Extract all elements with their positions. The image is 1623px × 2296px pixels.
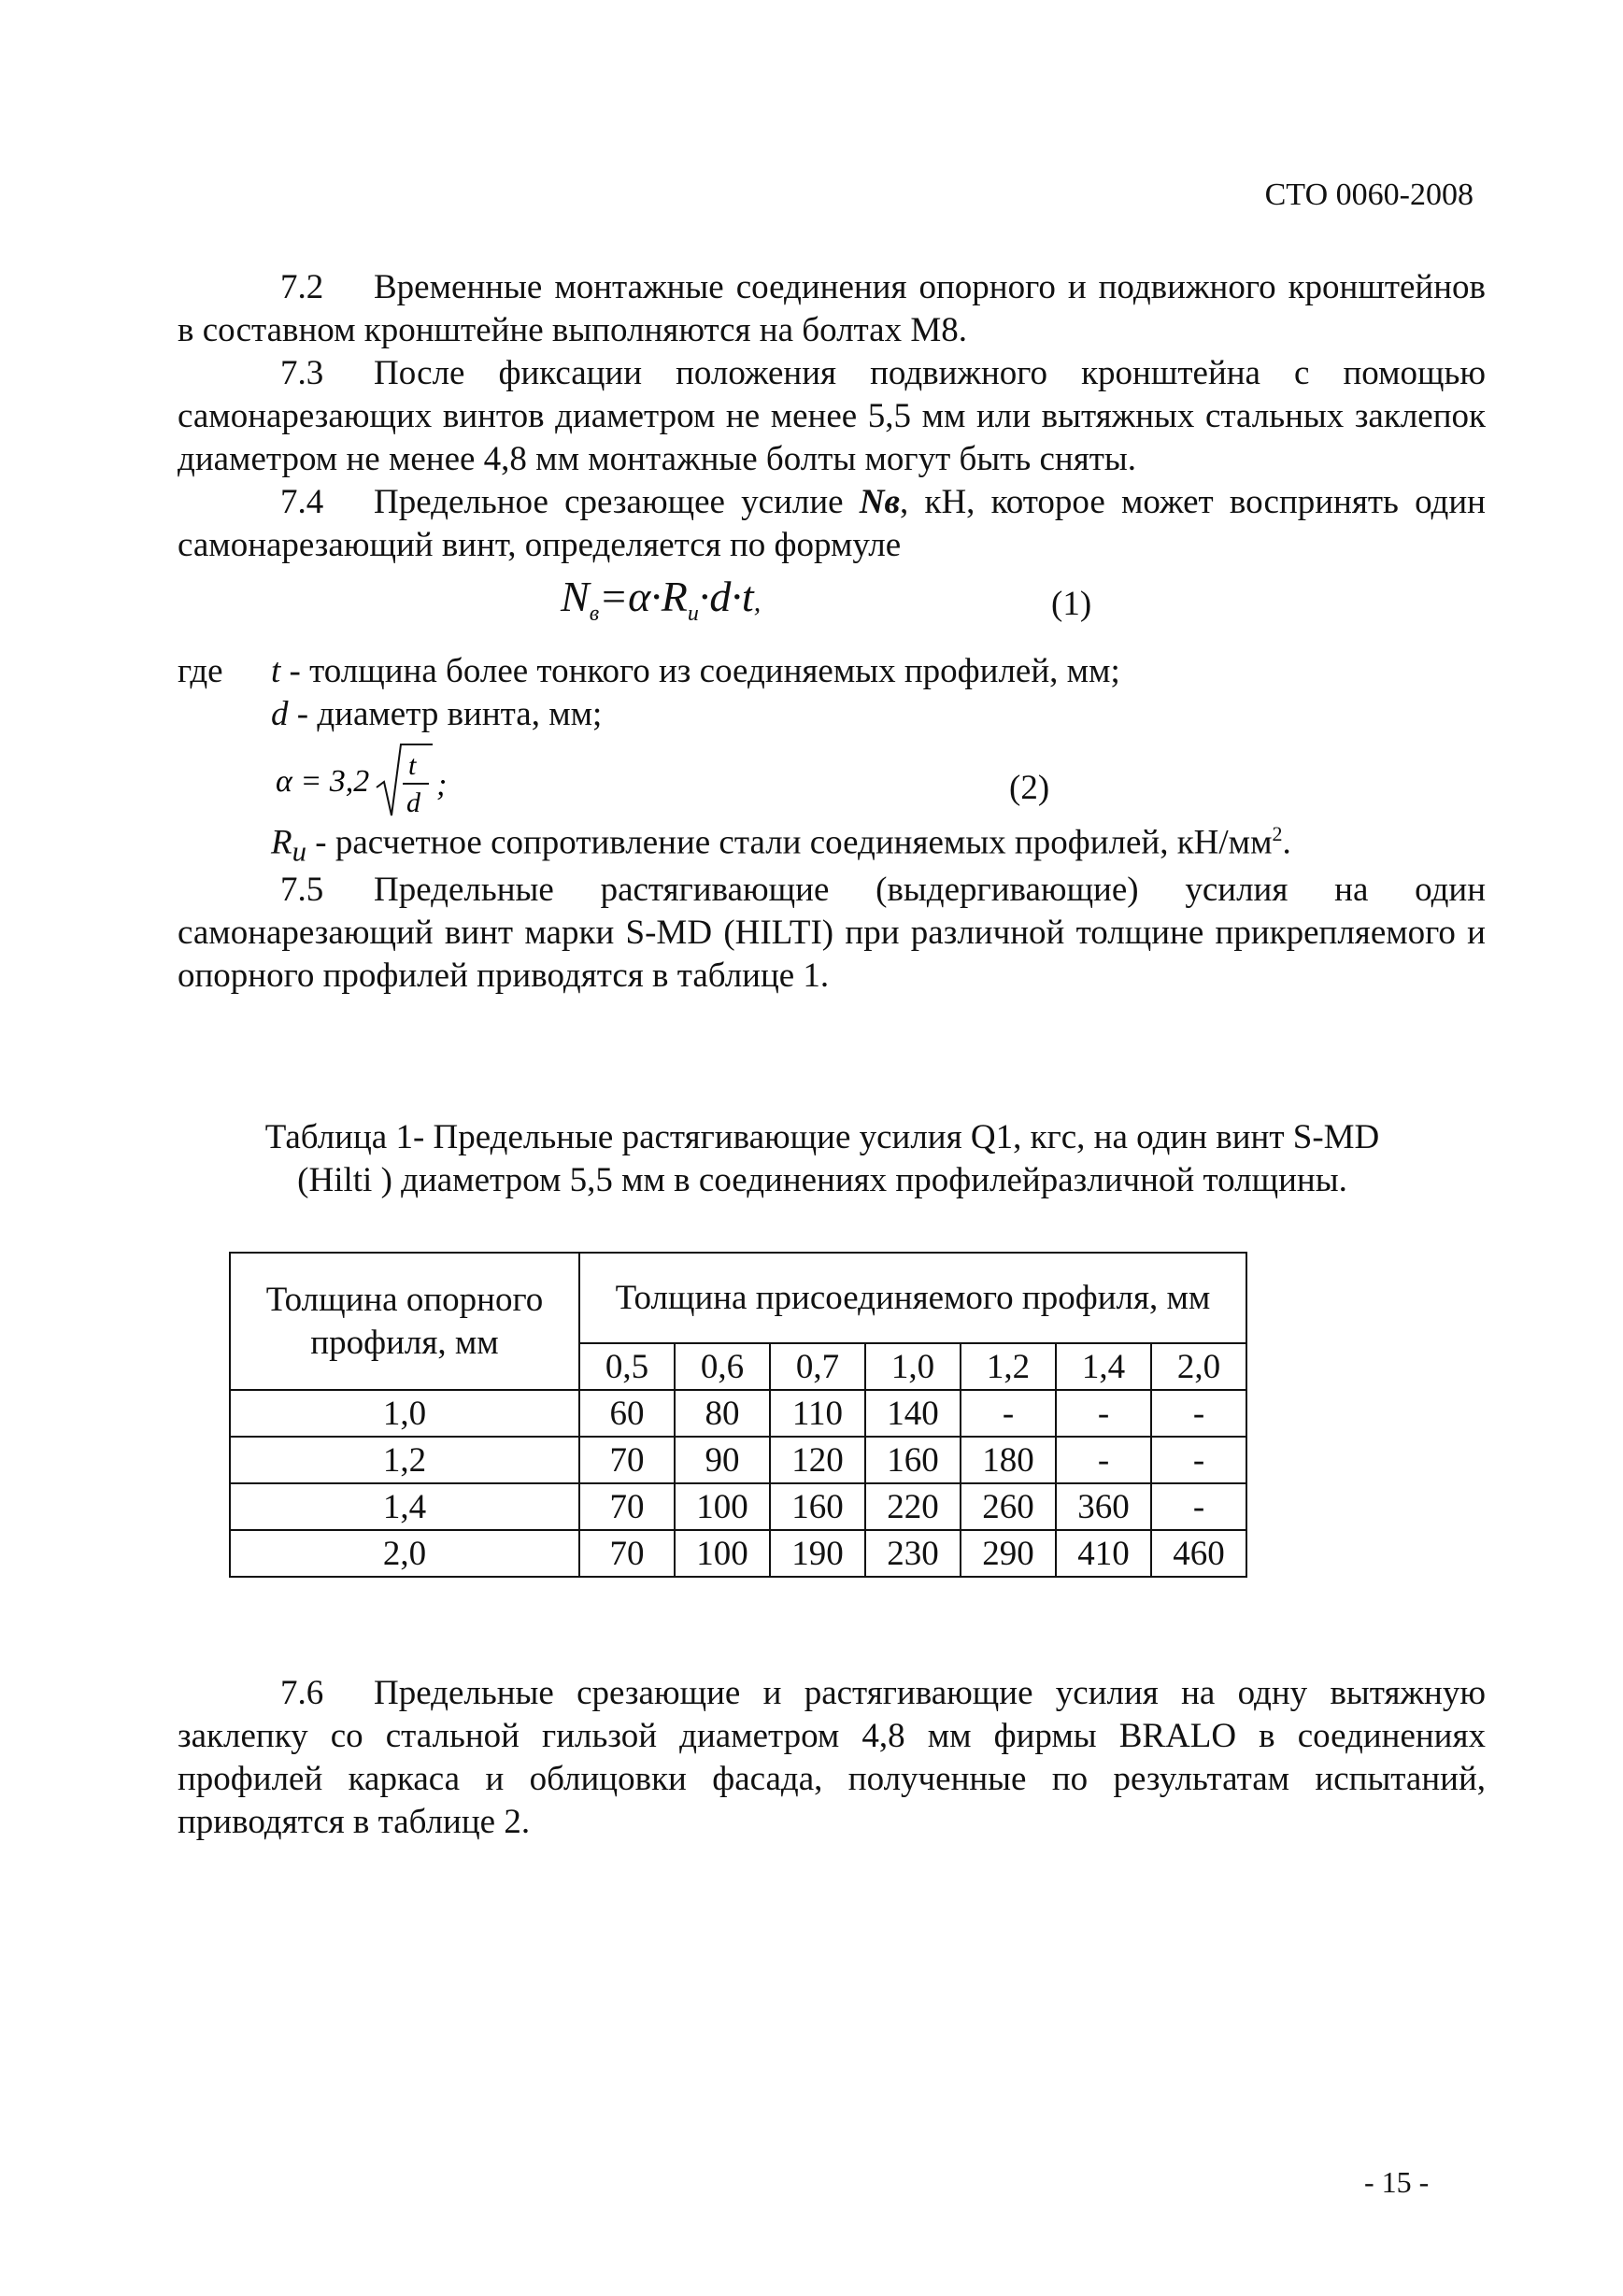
paragraph-text: Предельные срезающие и растягивающие усилия на одну вытяжную заклепку со стальной гильзой диаметром 4,8 мм фирмы BRALO в соединениях профилей каркаса и облицовки фасада, полученные по результатам испытаний, приводятся в таблице 2. <box>178 1674 1486 1841</box>
paragraph-text: Временные монтажные соединения опорного и подвижного кронштейнов в составном кронштейне выполняются на болтах М8. <box>178 268 1486 349</box>
formula-2-end: ; <box>436 768 448 802</box>
table-cell: 120 <box>770 1437 865 1483</box>
paragraph-number: 7.2 <box>280 268 324 306</box>
sqrt-sign <box>377 744 433 815</box>
paragraph-text: Предельные растягивающие (выдергивающие) усилия на один самонарезающий винт марки S-MD (HILTI) при различной толщине прикрепляемого и опорного профилей приводятся в таблице 1. <box>178 871 1486 995</box>
table-header-row <box>230 1253 1246 1343</box>
table-cell: 100 <box>675 1483 770 1530</box>
table-1-caption <box>215 1116 1430 1202</box>
table-cell: 100 <box>675 1530 770 1577</box>
column-value-cell: 1,4 <box>1056 1343 1151 1390</box>
table-cell: 410 <box>1056 1530 1151 1577</box>
symbol-r-sub: u <box>292 835 307 868</box>
table-cell: 190 <box>770 1530 865 1577</box>
table-cell: - <box>1056 1437 1151 1483</box>
symbol-n: Nв <box>859 483 901 521</box>
table-cell: 90 <box>675 1437 770 1483</box>
column-value-cell: 0,6 <box>675 1343 770 1390</box>
paragraph-text: После фиксации положения подвижного кронштейна с помощью самонарезающих винтов диаметром не менее 5,5 мм или вытяжных стальных заклепок диаметром не менее 4,8 мм монтажные болты могут быть сняты. <box>178 354 1486 478</box>
table-cell: 70 <box>579 1483 675 1530</box>
formula-2-lhs: α = 3,2 <box>276 764 370 799</box>
column-header-cell: Толщина присоединяемого профиля, мм <box>579 1253 1246 1343</box>
definition-text: - толщина более тонкого из соединяемых профилей, мм; <box>289 652 1120 690</box>
where-label: где <box>178 652 223 690</box>
paragraph-7-3 <box>178 352 1486 481</box>
row-label-cell: 2,0 <box>230 1530 579 1577</box>
table-cell: - <box>1056 1390 1151 1437</box>
formula-rhs: ·d·t <box>698 573 754 620</box>
row-header-cell: Толщина опорного профиля, мм <box>230 1253 579 1390</box>
table-row <box>230 1530 1246 1577</box>
definition-r <box>178 822 1291 869</box>
table-cell: 290 <box>961 1530 1056 1577</box>
table-cell: 460 <box>1151 1530 1246 1577</box>
formula-lhs: N <box>561 573 590 620</box>
unit-superscript: 2 <box>1272 822 1283 845</box>
caption-line: Таблица 1- Предельные растягивающие усилия Q1, кгс, на один винт S-MD <box>264 1118 1380 1156</box>
table-cell: 80 <box>675 1390 770 1437</box>
document-code: СТО 0060-2008 <box>1264 177 1474 212</box>
formula-2-graphic <box>276 733 500 827</box>
paragraph-number: 7.6 <box>280 1674 324 1712</box>
paragraph-number: 7.3 <box>280 354 324 392</box>
paragraph-7-2 <box>178 266 1486 352</box>
formula-2-denominator: d <box>406 787 420 818</box>
definition-text: - диаметр винта, мм; <box>296 695 603 733</box>
paragraph-7-4 <box>178 481 1486 567</box>
table-cell: 70 <box>579 1530 675 1577</box>
definition-t <box>178 651 1120 691</box>
definition-text: - расчетное сопротивление стали соединяемых профилей, кН/мм <box>315 823 1273 862</box>
paragraph-number: 7.5 <box>280 871 324 909</box>
paragraph-7-6 <box>178 1672 1486 1844</box>
paragraph-7-5 <box>178 869 1486 998</box>
symbol-t: t <box>271 652 281 690</box>
paragraph-number: 7.4 <box>280 483 324 521</box>
table-cell: 360 <box>1056 1483 1151 1530</box>
table-row <box>230 1437 1246 1483</box>
table-cell: 180 <box>961 1437 1056 1483</box>
table-cell: - <box>1151 1390 1246 1437</box>
column-value-cell: 0,5 <box>579 1343 675 1390</box>
formula-2 <box>276 733 500 835</box>
equation-number-2: (2) <box>1009 769 1050 807</box>
table-cell: 260 <box>961 1483 1056 1530</box>
table-cell: 60 <box>579 1390 675 1437</box>
table-cell: 160 <box>770 1483 865 1530</box>
row-label-cell: 1,2 <box>230 1437 579 1483</box>
symbol-d: d <box>271 695 289 733</box>
table-cell: 110 <box>770 1390 865 1437</box>
paragraph-text: , кН, которое может воспринять один самонарезающий винт, определяется по формуле <box>178 483 1486 564</box>
paragraph-text: Предельное срезающее усилие <box>374 483 860 521</box>
table-1 <box>229 1252 1247 1578</box>
symbol-r: R <box>271 823 292 862</box>
table-row <box>230 1390 1246 1437</box>
formula-comma: , <box>753 587 762 617</box>
table-row <box>230 1483 1246 1530</box>
equation-number-1: (1) <box>1051 585 1092 623</box>
formula-1 <box>561 572 761 627</box>
table-cell: - <box>1151 1483 1246 1530</box>
column-value-cell: 2,0 <box>1151 1343 1246 1390</box>
definition-end: . <box>1282 823 1291 862</box>
caption-line: (Hilti ) диаметром 5,5 мм в соединениях профилейразличной толщины. <box>297 1161 1347 1199</box>
table-cell: 230 <box>865 1530 961 1577</box>
page-number: - 15 - <box>1364 2165 1430 2199</box>
table-cell: - <box>961 1390 1056 1437</box>
table-cell: 220 <box>865 1483 961 1530</box>
table-cell: 140 <box>865 1390 961 1437</box>
definition-d <box>178 694 602 734</box>
formula-lhs-sub: в <box>589 602 600 627</box>
table-cell: 70 <box>579 1437 675 1483</box>
formula-rhs: =α·R <box>599 573 688 620</box>
column-value-cell: 0,7 <box>770 1343 865 1390</box>
row-label-cell: 1,4 <box>230 1483 579 1530</box>
column-value-cell: 1,2 <box>961 1343 1056 1390</box>
row-label-cell: 1,0 <box>230 1390 579 1437</box>
table-cell: 160 <box>865 1437 961 1483</box>
formula-rhs-sub: u <box>687 602 699 627</box>
column-value-cell: 1,0 <box>865 1343 961 1390</box>
paragraphs-7-2-to-7-4 <box>178 266 1486 567</box>
formula-2-numerator: t <box>408 750 417 781</box>
table-cell: - <box>1151 1437 1246 1483</box>
